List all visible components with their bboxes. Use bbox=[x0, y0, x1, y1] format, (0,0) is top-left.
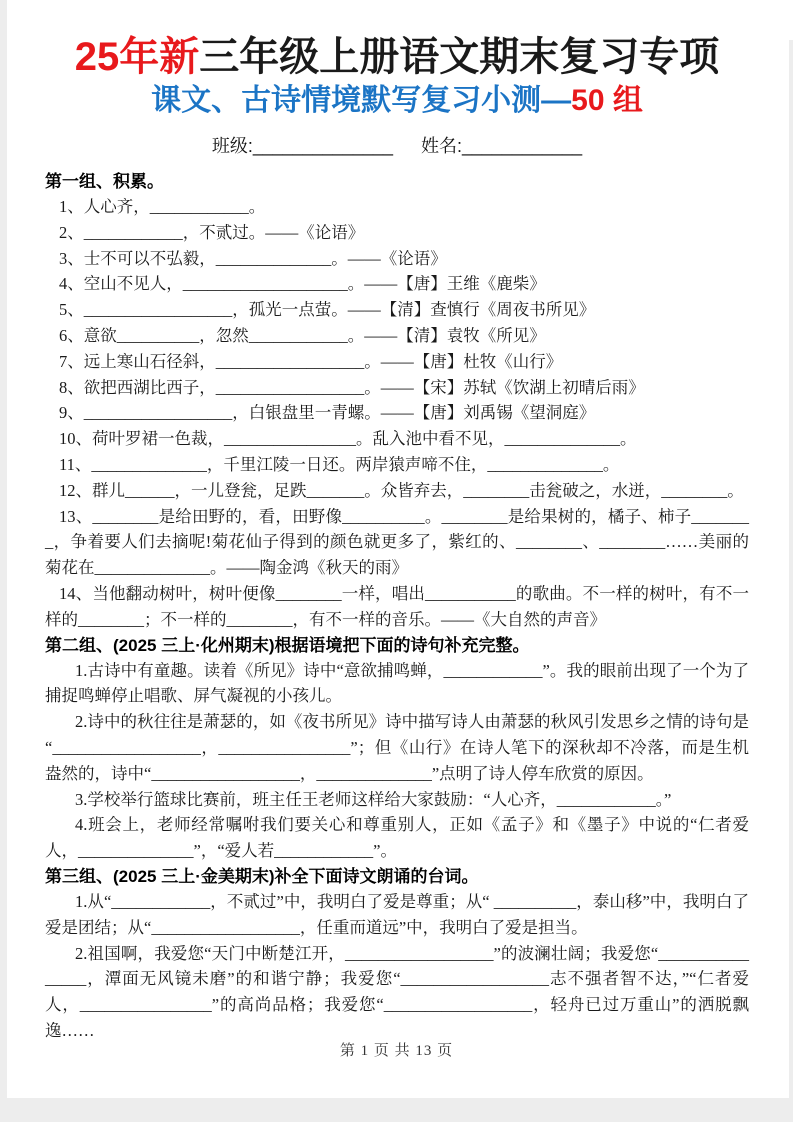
subtitle-count-highlight: 50 组 bbox=[571, 84, 643, 117]
question-item-1-8: 8、欲把西湖比西子，__________________。——【宋】苏轼《饮湖上初晴后雨》 bbox=[59, 377, 645, 397]
page-title bbox=[45, 34, 749, 80]
question-item-3-1: 1.从“____________，不贰过”中，我明白了爱是尊重；从“ __________，泰山移”中，我明白了爱是团结；从“__________________，任重而道远”中，我明白了爱是担当。 bbox=[45, 891, 749, 937]
subtitle-main-text: 课文、古诗情境默写复习小测— bbox=[151, 84, 572, 117]
name-blank-line: ____________ bbox=[462, 136, 583, 156]
question-item-1-2: 2、____________，不贰过。——《论语》 bbox=[59, 222, 365, 242]
question-item-1-10: 10、荷叶罗裙一色裁，________________。乱入池中看不见，______________。 bbox=[59, 429, 637, 449]
question-item-1-9: 9、__________________，白银盘里一青螺。——【唐】刘禹锡《望洞庭》 bbox=[59, 403, 596, 423]
page-content bbox=[45, 34, 749, 1044]
question-item-1-7: 7、远上寒山石径斜，__________________。——【唐】杜牧《山行》 bbox=[59, 351, 563, 371]
question-item-1-5: 5、__________________，孤光一点萤。——【清】查慎行《周夜书所见》 bbox=[59, 300, 596, 320]
question-item-1-3: 3、士不可以不弘毅，______________。——《论语》 bbox=[59, 248, 447, 268]
class-label: 班级: bbox=[211, 136, 253, 156]
question-item-3-2: 2.祖国啊，我爱您“天门中断楚江开，__________________”的波澜壮阔；我爱您“________________，潭面无风镜未磨”的和谐宁静；我爱您“__________________志不强者智不达，”“仁者爱人，________________”的高尚品格；我爱您“__________________，轻舟已过万重山”的洒脱飘逸…… bbox=[45, 943, 749, 1040]
page-subtitle bbox=[45, 82, 749, 120]
question-item-1-11: 11、______________，千里江陵一日还。两岸猿声啼不住，______________。 bbox=[59, 454, 620, 474]
section-2-heading: 第二组、(2025 三上·化州期末)根据语境把下面的诗句补充完整。 bbox=[45, 635, 530, 655]
title-year-highlight: 25年新 bbox=[74, 35, 200, 79]
question-item-2-2: 2.诗中的秋往往是萧瑟的，如《夜书所见》诗中描写诗人由萧瑟的秋风引发思乡之情的诗句是“__________________，________________”；但《山行》在诗人笔下的深秋却不冷落，而是生机盎然的，诗中“__________________，______________”点明了诗人停车欣赏的原因。 bbox=[45, 712, 749, 783]
question-item-1-6: 6、意欲__________，忽然____________。——【清】袁牧《所见》 bbox=[59, 325, 546, 345]
question-item-2-1: 1.古诗中有童趣。读着《所见》诗中“意欲捕鸣蝉，____________”。我的眼前出现了一个为了捕捉鸣蝉停止唱歌、屏气凝视的小孩儿。 bbox=[45, 660, 749, 706]
question-item-1-12: 12、群儿______，一儿登瓮，足跌_______。众皆弃去，________击瓮破之，水迸，________。 bbox=[59, 480, 744, 500]
question-item-1-1: 1、人心齐，____________。 bbox=[59, 197, 266, 216]
class-blank-line: ______________ bbox=[252, 136, 393, 156]
scan-edge-left bbox=[0, 0, 7, 1122]
page-footer: 第 1 页 共 13 页 bbox=[339, 1043, 454, 1059]
name-label: 姓名: bbox=[421, 136, 463, 156]
class-name-row bbox=[45, 134, 749, 158]
scan-edge-right bbox=[789, 40, 793, 1122]
question-item-1-4: 4、空山不见人，____________________。——【唐】王维《鹿柴》 bbox=[59, 274, 546, 294]
section-1-heading: 第一组、积累。 bbox=[45, 172, 164, 191]
section-3-heading: 第三组、(2025 三上·金美期末)补全下面诗文朗诵的台词。 bbox=[45, 866, 479, 886]
question-item-2-4: 4.班会上，老师经常嘱咐我们要关心和尊重别人，正如《孟子》和《墨子》中说的“仁者爱人，______________”，“爱人若____________”。 bbox=[45, 815, 749, 861]
question-item-2-3: 3.学校举行篮球比赛前，班主任王老师这样给大家鼓励：“人心齐，____________。” bbox=[75, 789, 672, 809]
question-item-1-13: 13、________是给田野的，看，田野像__________。________是给果树的，橘子、柿子________，争着要人们去摘呢!菊花仙子得到的颜色就更多了，紫红的、________、________……美丽的菊花在______________。——陶金鸿《秋天的雨》 bbox=[45, 506, 749, 578]
scan-edge-bottom bbox=[0, 1098, 793, 1122]
question-item-1-14: 14、当他翻动树叶，树叶便像________一样，唱出___________的歌曲。不一样的树叶，有不一样的________；不一样的________，有不一样的音乐。——《大自然的声音》 bbox=[45, 583, 749, 629]
title-main-text: 三年级上册语文期末复习专项 bbox=[199, 35, 720, 79]
